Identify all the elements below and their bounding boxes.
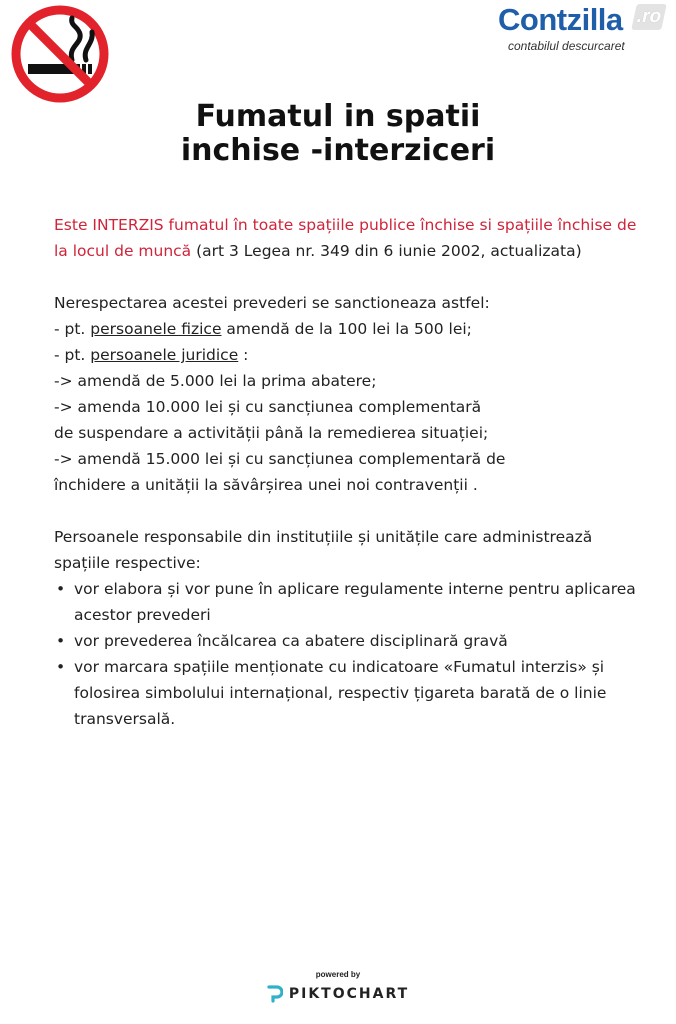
fizice-prefix: - pt.: [54, 320, 91, 338]
brand-tld: .ro: [631, 4, 667, 30]
juridice-label: persoanele juridice: [90, 346, 239, 364]
main-content: [54, 212, 644, 732]
sanction-line-2b: de suspendare a activității până la remedierea situației;: [54, 424, 489, 442]
sanctions-heading: Nerespectarea acestei prevederi se sanctioneaza astfel:: [54, 294, 490, 312]
sanction-line-1: -> amendă de 5.000 lei la prima abatere;: [54, 372, 377, 390]
brand-name: Contzilla: [498, 2, 623, 37]
no-smoking-icon: [10, 4, 110, 104]
sanction-fizice: [54, 316, 644, 342]
juridice-rest: :: [238, 346, 249, 364]
title-line-2: inchise -interziceri: [180, 133, 496, 168]
intro-paragraph: [54, 212, 644, 264]
piktochart-icon: [267, 985, 283, 1003]
sanction-line-3a: -> amendă 15.000 lei și cu sancțiunea complementară de: [54, 450, 506, 468]
sanction-line-3b: închidere a unității la săvârșirea unei noi contravenții .: [54, 476, 478, 494]
list-item: • vor prevederea încălcarea ca abatere disciplinară gravă: [54, 628, 644, 654]
list-item: • vor marcara spațiile menționate cu indicatoare «Fumatul interzis» și folosirea simbolului internațional, respectiv țigareta barată de o linie transversală.: [54, 654, 644, 732]
fizice-rest: amendă de la 100 lei la 500 lei;: [221, 320, 472, 338]
responsible-heading: Persoanele responsabile din instituțiile și unitățile care administrează spațiile respective:: [54, 528, 593, 572]
intro-red-text: Este INTERZIS fumatul în toate spațiile publice închise si spațiile închise de la locul de muncă: [54, 216, 637, 260]
title-line-1: Fumatul in spatii: [195, 99, 481, 134]
responsible-list: [54, 576, 644, 732]
intro-reference: (art 3 Legea nr. 349 din 6 iunie 2002, actualizata): [191, 242, 582, 260]
piktochart-link[interactable]: [267, 985, 409, 1003]
piktochart-brand: PIKTOCHART: [288, 986, 410, 1002]
footer: [0, 970, 676, 1007]
powered-by-text: powered by: [315, 970, 361, 979]
page-title: [0, 100, 676, 168]
contzilla-logo: [498, 2, 668, 54]
juridice-prefix: - pt.: [54, 346, 91, 364]
list-item: • vor elabora și vor pune în aplicare regulamente interne pentru aplicarea acestor prevederi: [54, 576, 644, 628]
sanction-line-2a: -> amenda 10.000 lei și cu sancțiunea complementară: [54, 398, 482, 416]
brand-tagline: contabilul descurcaret: [508, 39, 625, 53]
sanction-juridice: [54, 342, 644, 368]
fizice-label: persoanele fizice: [90, 320, 222, 338]
